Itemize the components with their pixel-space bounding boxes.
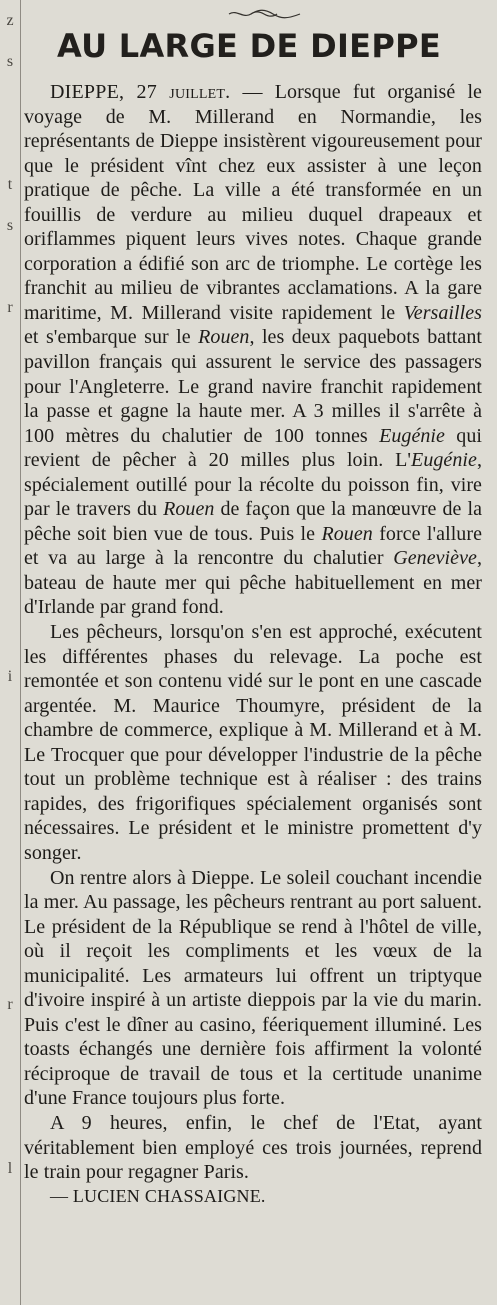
article-paragraph-3: On rentre alors à Dieppe. Le soleil couchant incendie la mer. Au passage, les pêcheurs rentrant au port saluent. Le président de la République se rend à l'hôtel de ville, où il reçoit les compliments et les vœux de la municipalité. Les armateurs lui offrent un triptyque d'ivoire inspiré à un artiste dieppois par la vie du marin. Puis c'est le dîner au casino, féeriquement illuminé. Les toasts échangés une dernière fois affirment la volonté réciproque de travail de tous et la certitude unanime d'une France toujours plus forte. (24, 866, 482, 1110)
ship-name: Eugénie (411, 449, 477, 472)
margin-fragment (0, 574, 20, 615)
author-signature: LUCIEN CHASSAIGNE. (72, 1185, 266, 1206)
margin-fragment (0, 615, 20, 656)
margin-fragment (0, 246, 20, 287)
margin-fragment: r (7, 299, 13, 316)
text-run: , bateau de haute mer qui pêche habituellement en mer d'Irlande par grand fond. (24, 547, 482, 619)
margin-fragment (0, 451, 20, 492)
text-run: — Lorsque fut organisé le voyage de M. Millerand en Normandie, les représentants de Dieppe insistèrent vigoureusement pour que le président vînt chez eux assister à une leçon pratique de pêche. La ville a été transformée en un fouillis de verdure au milieu duquel drapeaux et oriflammes piquent leurs vives notes. Chaque grande corporation a édifié son arc de triomphe. Le cortège les franchit au milieu de vibrantes acclamations. A la gare maritime, M. Millerand visite rapidement le (24, 81, 482, 324)
ship-name: Rouen (321, 522, 373, 545)
margin-fragment (0, 861, 20, 902)
dateline: DIEPPE, 27 juillet. (50, 81, 231, 103)
margin-fragment (0, 902, 20, 943)
margin-fragment (0, 123, 20, 164)
margin-fragment (0, 1107, 20, 1148)
margin-fragment (0, 1025, 20, 1066)
signature-line (24, 1185, 482, 1207)
ship-name: Rouen (163, 498, 215, 521)
margin-fragment (0, 1271, 20, 1305)
margin-fragment: l (7, 1160, 13, 1177)
article-paragraph-2: Les pêcheurs, lorsqu'on s'en est approché, exécutent les différentes phases du relevage. La poche est remontée et son contenu vidé sur le pont en une cascade argentée. M. Maurice Thoumyre, président de la chambre de commerce, explique à M. Millerand et à M. Le Trocquer que pour développer l'industrie de la pêche tout un problème technique est à réaliser : des trains rapides, des frigorifiques spécialement organisés sont nécessaires. Le président et le ministre promettent d'y songer. (24, 621, 482, 864)
article-body (24, 80, 482, 1207)
article-column (24, 8, 482, 1298)
ship-name: Rouen (198, 326, 250, 349)
text-run: qui revient de pêcher à 20 milles plus loin. L' (24, 424, 482, 472)
ship-name: Eugénie (379, 424, 445, 447)
ornamental-rule-icon (227, 8, 302, 20)
margin-fragment (0, 533, 20, 574)
text-run: force l'allure et va au large à la rencontre du chalutier (24, 522, 482, 570)
margin-fragment (0, 328, 20, 369)
margin-fragment (0, 820, 20, 861)
margin-fragment (0, 697, 20, 738)
text-run: , les deux paquebots battant pavillon français qui assurent le service des passagers pour l'Angleterre. Le grand navire franchit rapidement la passe et gagne la haute mer. A 3 milles il s'arrête à 100 mètres du chalutier de 100 tonnes (24, 326, 482, 447)
text-run: de façon que la manœuvre de la pêche soit bien vue de tous. Puis le (24, 498, 482, 545)
margin-fragment: t (7, 176, 13, 193)
margin-fragment (0, 369, 20, 410)
text-run: , spécialement outillé pour la récolte du poisson fin, vire par le travers du (24, 449, 482, 521)
margin-fragment (0, 1189, 20, 1230)
margin-fragment (0, 492, 20, 533)
left-margin-fragments (0, 0, 21, 1305)
margin-fragment (0, 779, 20, 820)
article-headline: AU LARGE DE DIEPPE (56, 27, 442, 65)
margin-fragment (0, 1230, 20, 1271)
margin-fragment (0, 738, 20, 779)
margin-fragment: z (6, 12, 14, 29)
margin-fragment (0, 82, 20, 123)
margin-fragment: s (6, 53, 14, 70)
margin-fragment (0, 1066, 20, 1107)
article-paragraph-4: A 9 heures, enfin, le chef de l'Etat, ayant véritablement bien employé ces trois journées, reprend le train pour regagner Paris. (24, 1111, 482, 1184)
margin-fragment: r (7, 996, 13, 1013)
text-run: et s'embarque sur le (24, 326, 199, 349)
signature-dash: — (50, 1185, 73, 1206)
margin-fragment (0, 943, 20, 984)
article-paragraph-1 (24, 80, 482, 620)
margin-fragment (0, 410, 20, 451)
margin-fragment: s (6, 217, 14, 234)
ship-name: Versailles (403, 301, 482, 324)
ship-name: Geneviève (393, 547, 477, 570)
margin-fragment: i (7, 668, 13, 685)
